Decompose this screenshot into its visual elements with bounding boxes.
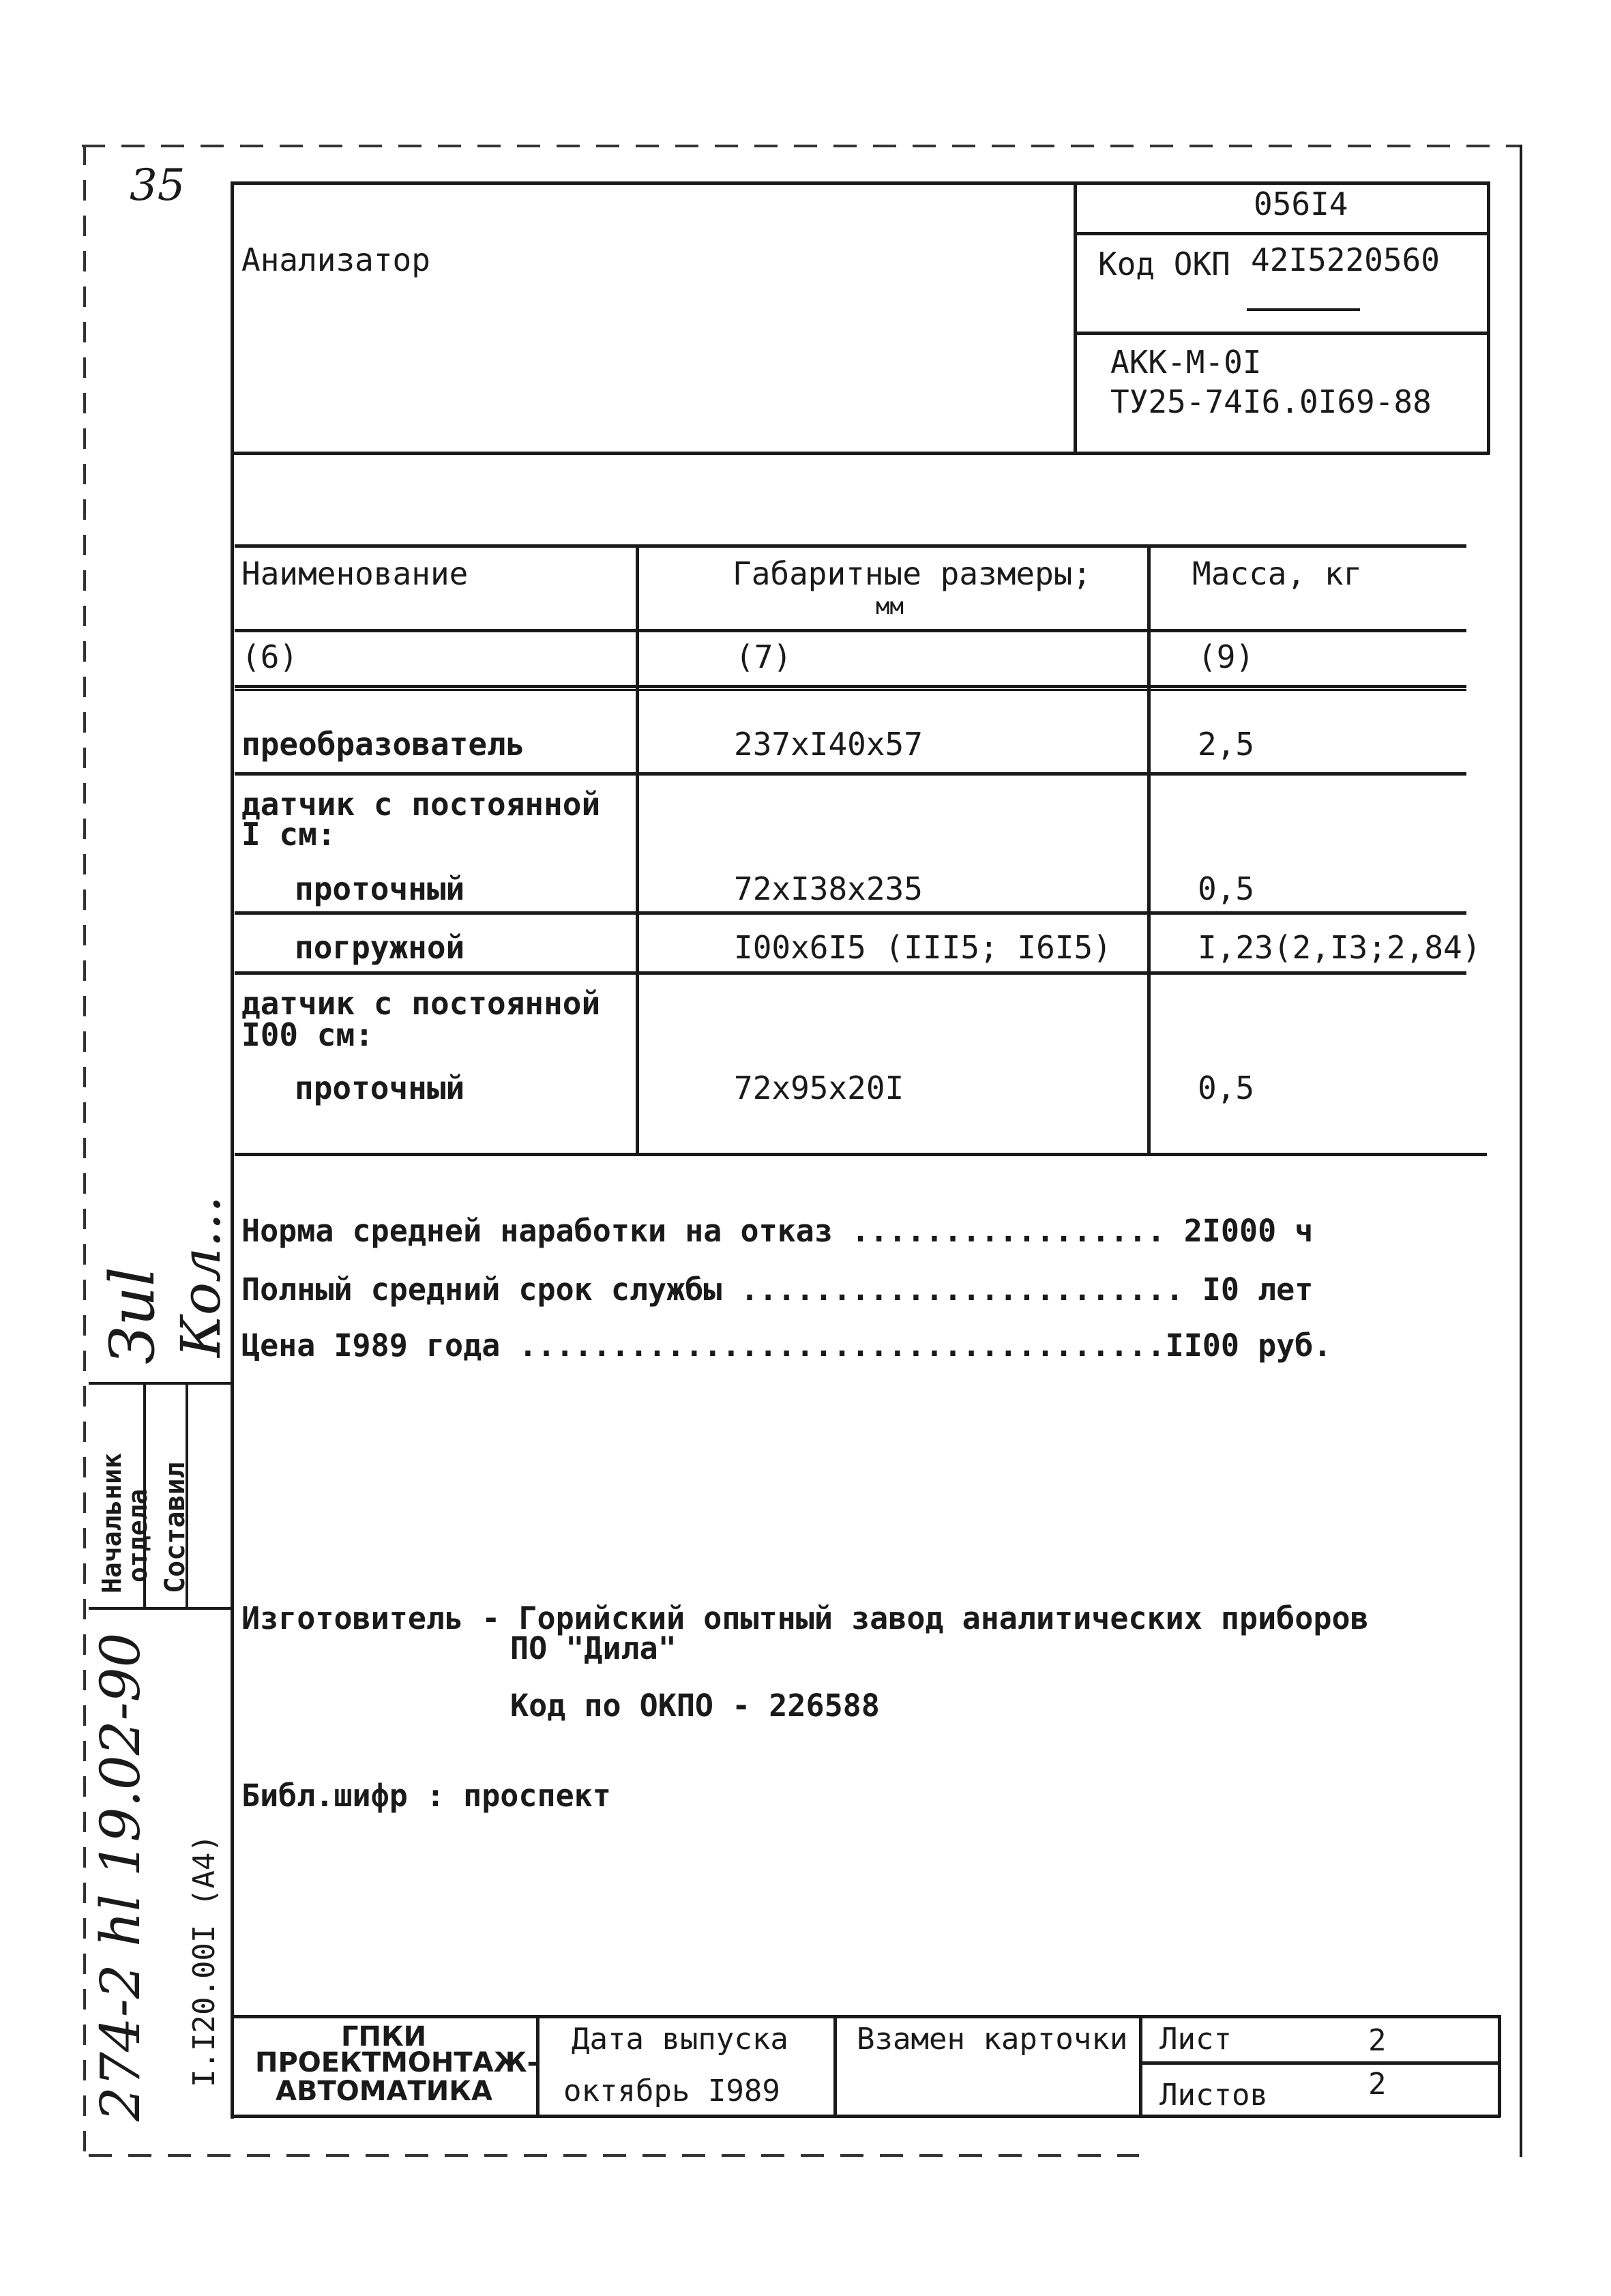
card-right-border-top [1487,181,1490,454]
side-line-bottom [89,1607,232,1610]
header-line-1 [1074,232,1490,235]
footer-release-label: Дата выпуска [572,2022,788,2057]
group2-line1: датчик с постоянной [241,985,601,1022]
card-model: АКК-М-0I [1110,344,1262,381]
table-top [235,544,1466,548]
footer-div-3 [1139,2015,1142,2117]
row-flow2-mass: 0,5 [1198,1070,1255,1106]
row-immersion-name: погружной [295,929,465,966]
footer-replaces-label: Взамен карточки [857,2022,1128,2057]
library-code: Библ.шифр : проспект [241,1778,611,1814]
spec-price: Цена I989 года ...................................II00 руб. [241,1327,1332,1364]
page-number: 35 [130,160,186,211]
group1-line1: датчик с постоянной [241,786,601,823]
group1-line2: I см: [241,816,336,853]
okp-underline [1247,308,1360,311]
side-form-code: I.I20.00I (А4) [187,1834,222,2087]
side-handwritten-reg: 274-2 hl 19.02-90 [89,1632,152,2121]
okp-value: 42I5220560 [1251,241,1440,278]
card-top-border [231,181,1490,185]
colnum-name: (6) [241,638,299,675]
row-flow1-name: проточный [295,870,465,907]
side-head-label-2: отдела [123,1488,153,1583]
spec-service-life: Полный средний срок службы ........................ I0 лет [241,1271,1314,1308]
row-immersion-mass: I,23(2,I3;2,84) [1198,929,1481,966]
header-mass: Масса, кг [1192,555,1363,592]
row-flow2-dims: 72х95х20I [734,1070,904,1106]
row-converter-name: преобразователь [241,726,525,763]
frame-right-line [1520,145,1522,2157]
row-converter-dims: 237хI40х57 [734,726,923,763]
manufacturer-okpo: Код по ОКПО - 226588 [510,1688,880,1724]
header-dims-line1: Габаритные размеры; [733,555,1092,592]
table-col-divider-1 [636,544,639,1153]
table-row1-top [235,689,1466,691]
footer-org-line2: ПРОЕКТМОНТАЖ- [255,2047,539,2078]
header-divider [1074,181,1077,454]
footer-sheet-divider [1139,2061,1501,2065]
table-colnum-bottom [235,685,1466,688]
frame-top-dashed [82,145,1521,147]
spec-mtbf: Норма средней наработки на отказ ................. 2I000 ч [241,1213,1314,1249]
manufacturer-line2: ПО "Дила" [510,1630,677,1666]
table-row-sub-bottom [235,971,1466,975]
side-handwritten-sig2: Кол... [169,1195,233,1357]
side-line-top [89,1382,232,1385]
header-line-2 [1074,332,1490,335]
card-tu: ТУ25-74I6.0I69-88 [1110,383,1432,420]
card-code-number: 056I4 [1254,186,1348,222]
header-bottom [231,452,1490,455]
row-flow1-mass: 0,5 [1198,870,1255,907]
footer-div-2 [833,2015,837,2117]
card-title: Анализатор [241,241,430,278]
frame-left-dashed [83,145,86,2157]
group2-line2: I00 см: [241,1016,374,1053]
row-converter-mass: 2,5 [1198,726,1255,763]
footer-sheets-label: Листов [1159,2078,1268,2113]
row-flow1-dims: 72хI38х235 [734,870,923,907]
footer-sheet-value: 2 [1368,2023,1387,2058]
side-compiler-label: Составил [160,1462,191,1593]
header-name: Наименование [241,555,469,592]
footer-org-line1: ГПКИ [341,2021,427,2052]
table-bottom [235,1153,1487,1156]
card-left-border [231,181,234,2119]
header-dims-line2: мм [876,593,904,620]
footer-sheet-label: Лист [1159,2022,1232,2057]
table-header-bottom [235,629,1466,632]
footer-org-line3: АВТОМАТИКА [276,2076,492,2107]
side-head-label-1: Начальник [97,1453,127,1593]
table-col-divider-2 [1147,544,1151,1153]
footer-top [231,2015,1501,2018]
side-handwritten-sig1: Зиl [97,1267,168,1364]
footer-release-date: октябрь I989 [563,2074,780,2108]
row-flow2-name: проточный [295,1070,465,1106]
manufacturer-line: Изготовитель - Горийский опытный завод аналитических приборов [241,1600,1369,1636]
footer-right [1498,2015,1501,2117]
colnum-dims: (7) [735,638,793,675]
row-immersion-dims: I00х6I5 (III5; I6I5) [734,929,1112,966]
okp-label: Код ОКП [1098,246,1230,282]
colnum-mass: (9) [1198,638,1255,675]
frame-bottom-dashed [89,2154,1139,2157]
table-row-flow1-bottom [235,911,1466,915]
footer-bottom [231,2115,1501,2118]
table-row1-bottom [235,772,1466,776]
footer-sheets-value: 2 [1368,2067,1387,2102]
